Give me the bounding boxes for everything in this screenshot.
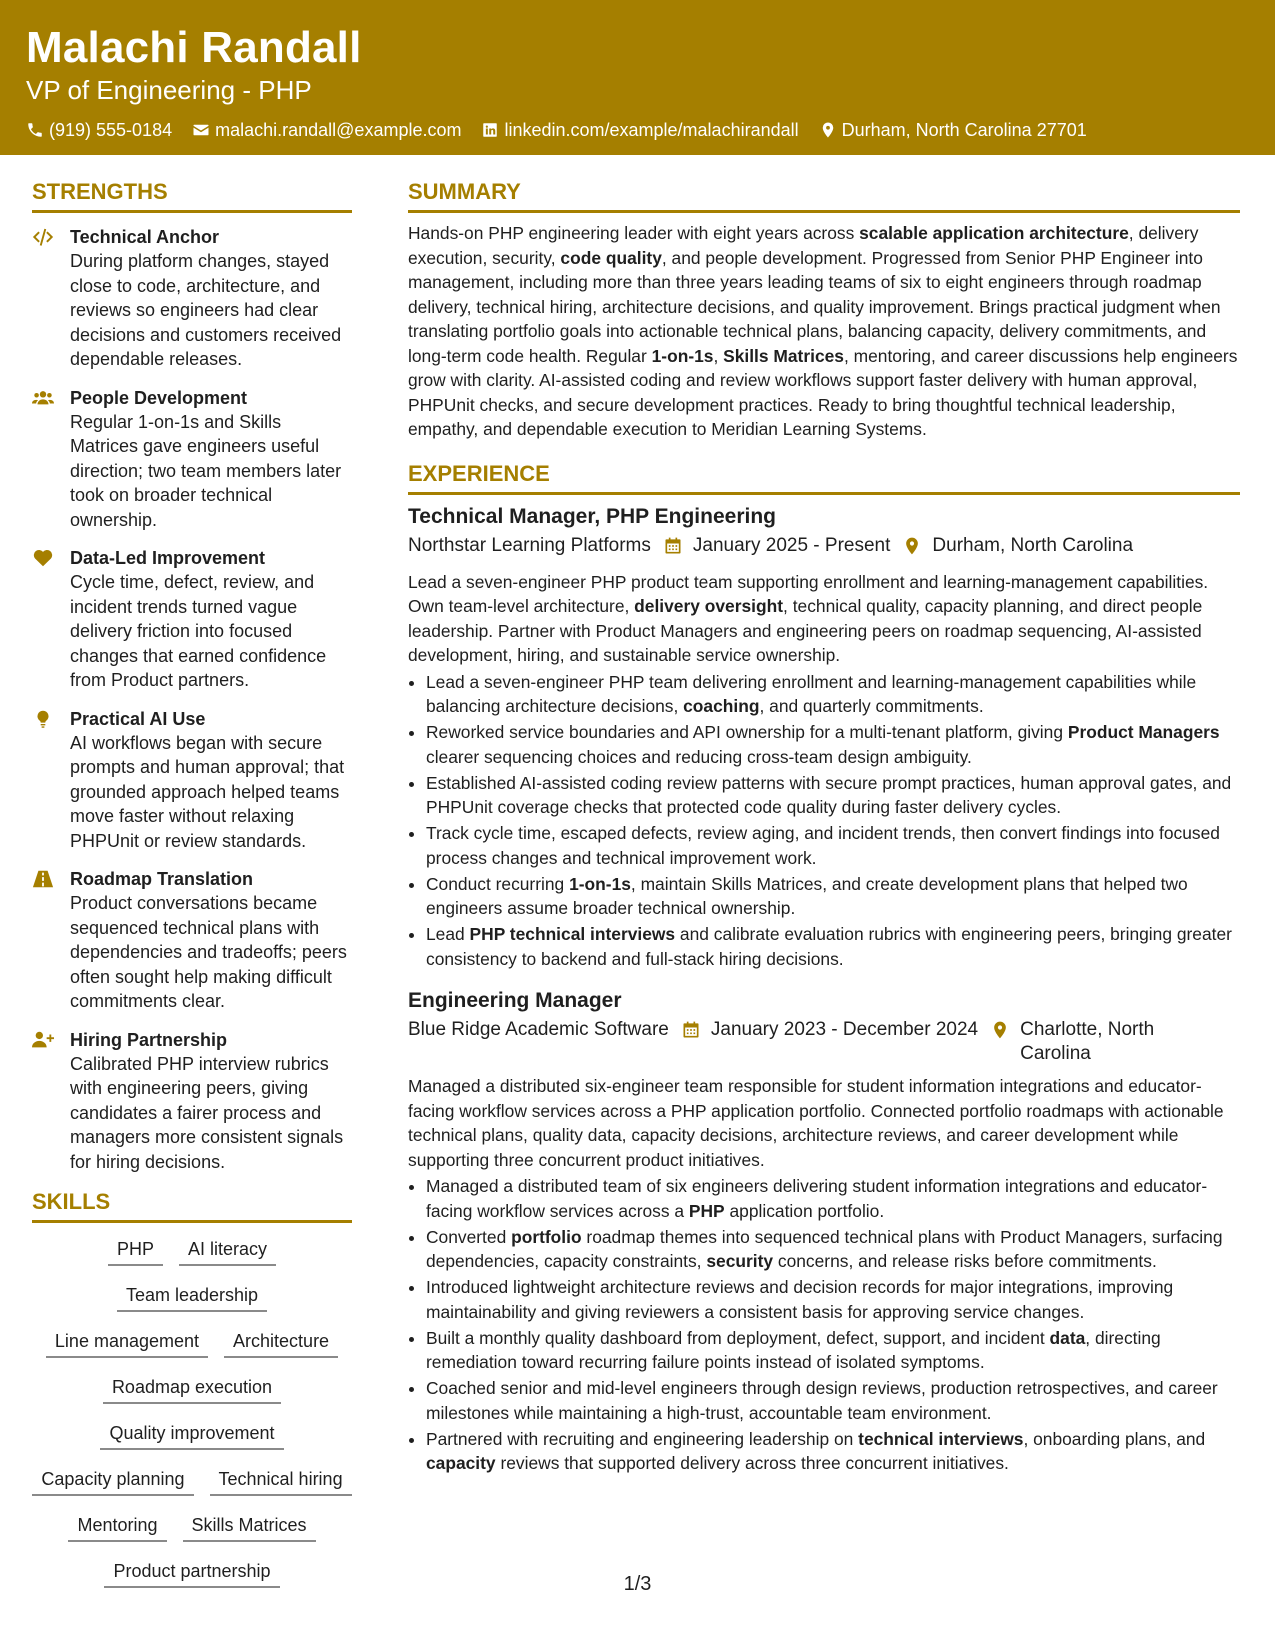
page-number: 1/3	[623, 1573, 652, 1595]
job-bullet: • Conduct recurring 1-on-1s, maintain Skills Matrices, and create development plans that helped two engineers assume broader technical ownership.	[426, 872, 1240, 921]
envelope-icon	[192, 121, 210, 139]
strength-desc: During platform changes, stayed close to code, architecture, and reviews so engineers had clear decisions and customers received dependable releases.	[70, 251, 342, 369]
experience-heading: EXPERIENCE	[408, 460, 1240, 495]
linkedin-icon	[481, 121, 499, 139]
job-description: Managed a distributed six-engineer team responsible for student information integrations and educator-facing workflow services across a PHP application portfolio. Connected portfolio roadmaps with actionable technical plans, quality data, capacity decisions, architecture reviews, and career development while supporting three concurrent product initiatives.	[408, 1076, 1224, 1170]
users-icon	[32, 388, 54, 408]
job-bullets	[408, 670, 1240, 972]
job-dates-text: January 2023 - December 2024	[710, 1019, 979, 1040]
strength-title: Hiring Partnership	[70, 1029, 228, 1050]
strength-item	[32, 707, 352, 854]
strength-item	[32, 225, 352, 372]
skill-tag: PHP	[108, 1237, 163, 1266]
contact-linkedin[interactable]	[481, 118, 798, 142]
map-pin-icon	[819, 121, 837, 139]
strength-title: Practical AI Use	[70, 708, 206, 729]
right-column	[408, 178, 1240, 1477]
strength-title: People Development	[70, 387, 248, 408]
job-bullet: • Built a monthly quality dashboard from deployment, defect, support, and incident data, directing remediation toward recurring failure points instead of isolated symptoms.	[426, 1326, 1240, 1375]
job-bullet: • Converted portfolio roadmap themes into sequenced technical plans with Product Managers, surfacing dependencies, capacity constraints, security concerns, and release risks before commitments.	[426, 1225, 1240, 1274]
job-bullet: • Introduced lightweight architecture reviews and decision records for major integrations, improving maintainability and giving reviewers a consistent basis for approving service changes.	[426, 1275, 1240, 1324]
code-icon	[32, 227, 54, 247]
strengths-list	[32, 225, 352, 1174]
calendar-icon	[681, 1020, 701, 1040]
heart-icon	[32, 548, 54, 568]
job-bullet: • Reworked service boundaries and API ownership for a multi-tenant platform, giving Product Managers clearer sequencing choices and reducing cross-team design ambiguity.	[426, 720, 1240, 769]
skill-tag: Skills Matrices	[183, 1513, 316, 1542]
job-entry	[408, 987, 1240, 1476]
job-location-text: Charlotte, North Carolina	[1020, 1019, 1155, 1064]
strength-desc: Regular 1-on-1s and Skills Matrices gave engineers useful direction; two team members later took on broader technical ownership.	[70, 411, 342, 530]
skills-heading: SKILLS	[32, 1188, 352, 1223]
contact-email[interactable]	[192, 118, 461, 142]
job-bullet: • Coached senior and mid-level engineers through design reviews, production retrospectives, and career milestones while maintaining a high-trust, accountable team environment.	[426, 1376, 1240, 1425]
strength-desc: Calibrated PHP interview rubrics with engineering peers, giving candidates a fairer process and managers more consistent signals for hiring decisions.	[70, 1053, 344, 1172]
road-icon	[32, 869, 54, 889]
skill-tag: AI literacy	[179, 1237, 276, 1266]
job-bullet: • Established AI-assisted coding review patterns with secure prompt practices, human approval gates, and PHPUnit coverage checks that protected code quality during faster delivery cycles.	[426, 771, 1240, 820]
job-dates-text: January 2025 - Present	[692, 534, 891, 556]
strength-item	[32, 867, 352, 1014]
job-description: Lead a seven-engineer PHP product team supporting enrollment and learning-management capabilities. Own team-level architecture, delivery oversight, technical quality, capacity planning, and direct people leadership. Partner with Product Managers and engineering peers on roadmap sequencing, AI-assisted development, hiring, and sustainable service ownership.	[408, 571, 1209, 665]
job-bullet: • Lead PHP technical interviews and calibrate evaluation rubrics with engineering peers, bringing greater consistency to backend and full-stack hiring decisions.	[426, 922, 1240, 971]
strength-item	[32, 1028, 352, 1175]
skill-tag: Product partnership	[104, 1559, 279, 1588]
left-column	[32, 178, 352, 1588]
summary-heading: SUMMARY	[408, 178, 1240, 213]
job-location	[902, 534, 1133, 558]
skill-tag: Roadmap execution	[103, 1375, 281, 1404]
lightbulb-icon	[32, 709, 54, 729]
job-bullet: • Managed a distributed team of six engineers delivering student information integrations and educator-facing workflow services across a PHP application portfolio.	[426, 1174, 1240, 1223]
skills-list	[32, 1237, 352, 1588]
strength-title: Data-Led Improvement	[70, 548, 266, 568]
job-company: Northstar Learning Platforms	[408, 534, 651, 556]
strengths-heading: STRENGTHS	[32, 178, 352, 213]
strength-desc: Product conversations became sequenced technical plans with dependencies and tradeoffs; peers often sought help making difficult commitments clear.	[70, 893, 347, 1011]
job-meta	[408, 534, 1240, 558]
contact-location-text: Durham, North Carolina 27701	[841, 120, 1087, 140]
map-pin-icon	[990, 1020, 1010, 1040]
contact-email-text[interactable]: malachi.randall@example.com	[215, 120, 462, 140]
phone-icon	[26, 121, 44, 139]
job-bullet: • Track cycle time, escaped defects, review aging, and incident trends, then convert findings into focused process changes and technical improvement work.	[426, 821, 1240, 870]
resume-header	[0, 0, 1275, 155]
job-company: Blue Ridge Academic Software	[408, 1019, 669, 1040]
candidate-name: Malachi Randall	[26, 23, 362, 72]
skill-tag: Team leadership	[117, 1283, 267, 1312]
job-entry	[408, 503, 1240, 972]
skill-tag: Architecture	[224, 1329, 338, 1358]
job-location	[990, 1018, 1175, 1066]
calendar-icon	[663, 536, 683, 556]
skill-tag: Technical hiring	[210, 1467, 352, 1496]
contact-linkedin-text[interactable]: linkedin.com/example/malachirandall	[504, 120, 799, 140]
user-plus-icon	[32, 1030, 54, 1050]
strength-desc: AI workflows began with secure prompts and human approval; that grounded approach helped teams move faster without relaxing PHPUnit or review standards.	[70, 732, 345, 851]
contact-location	[819, 118, 1087, 142]
job-bullets	[408, 1174, 1240, 1476]
contact-phone	[26, 118, 172, 142]
candidate-role: VP of Engineering - PHP	[26, 75, 312, 105]
experience-section	[408, 460, 1240, 1476]
job-bullet: • Lead a seven-engineer PHP team delivering enrollment and learning-management capabilities while balancing architecture decisions, coaching, and quarterly commitments.	[426, 670, 1240, 719]
strength-item	[32, 546, 352, 693]
contact-row	[26, 118, 1249, 142]
strength-desc: Cycle time, defect, review, and incident trends turned vague delivery friction into focused changes that earned confidence from Product partners.	[70, 572, 327, 690]
job-title: Technical Manager, PHP Engineering	[408, 504, 776, 528]
skill-tag: Mentoring	[68, 1513, 166, 1542]
strength-title: Technical Anchor	[70, 227, 220, 247]
map-pin-icon	[902, 536, 922, 556]
summary-text: Hands-on PHP engineering leader with eight years across scalable application architecture, delivery execution, security, code quality, and people development. Progressed from Senior PHP Engineer into management, including more than three years leading teams of six to eight engineers through roadmap delivery, technical hiring, architecture decisions, and quality improvement. Brings practical judgment when translating portfolio goals into actionable technical plans, balancing capacity, delivery commitments, and long-term code health. Regular 1-on-1s, Skills Matrices, mentoring, and career discussions help engineers grow with clarity. AI-assisted coding and review workflows support faster delivery with human approval, PHPUnit checks, and secure development practices. Ready to bring thoughtful technical leadership, empathy, and dependable execution to Meridian Learning Systems.	[408, 223, 1238, 439]
job-title: Engineering Manager	[408, 989, 622, 1012]
skill-tag: Quality improvement	[100, 1421, 283, 1450]
skills-section	[32, 1188, 352, 1588]
job-bullet: • Partnered with recruiting and engineering leadership on technical interviews, onboarding plans, and capacity reviews that supported delivery across three concurrent initiatives.	[426, 1427, 1240, 1476]
skill-tag: Capacity planning	[32, 1467, 193, 1496]
strength-item	[32, 386, 352, 533]
skill-tag: Line management	[46, 1329, 208, 1358]
strength-title: Roadmap Translation	[70, 869, 254, 889]
job-dates	[681, 1018, 978, 1042]
job-dates	[663, 534, 891, 558]
job-location-text: Durham, North Carolina	[932, 534, 1134, 556]
job-meta	[408, 1018, 1240, 1066]
contact-phone-text: (919) 555-0184	[49, 120, 173, 140]
